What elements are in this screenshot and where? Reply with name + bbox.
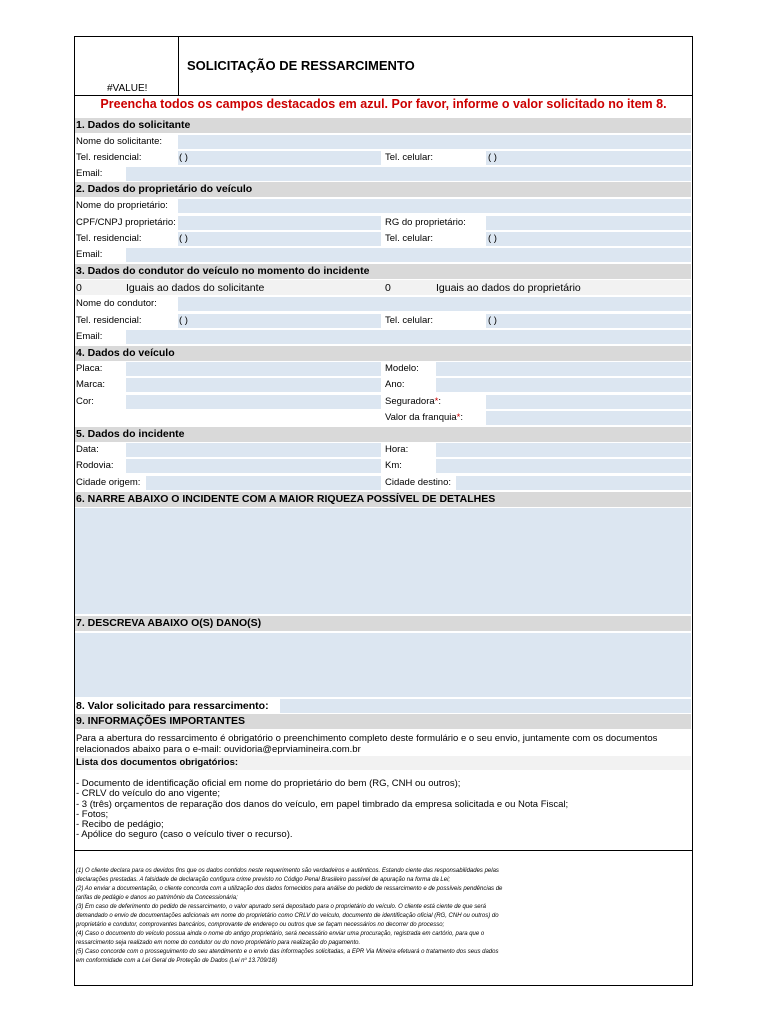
requester-name-label: Nome do solicitante: (76, 136, 163, 147)
owner-home-phone-label: Tel. residencial: (76, 233, 142, 244)
insurer-label-colon: : (438, 396, 441, 407)
driver-name-label: Nome do condutor: (76, 298, 157, 309)
km-field[interactable] (436, 459, 691, 473)
section-5-header: 5. Dados do incidente (75, 427, 691, 442)
model-label: Modelo: (385, 363, 419, 374)
owner-email-label: Email: (76, 249, 103, 260)
franchise-label-text: Valor da franquia (385, 412, 457, 423)
note-line: (3) Em caso de deferimento do pedido de ressarcimento, o valor apurado será depositado para o proprietário do veículo. O cliente está ciente de que será (76, 904, 486, 910)
insurer-field[interactable] (486, 395, 691, 409)
docs-list-title: Lista dos documentos obrigatórios: (76, 757, 239, 768)
header-divider (178, 37, 179, 95)
list-item: - CRLV do veículo do ano vigente; (76, 788, 220, 800)
instructions-line-2: relacionados abaixo para o e-mail: ouvidoria@eprviamineira.com.br (76, 744, 361, 755)
damage-description-textarea[interactable] (75, 633, 691, 697)
franchise-label (385, 411, 463, 425)
insurer-label (385, 395, 441, 409)
list-item: - Apólice do seguro (caso o veículo tiver o recurso). (76, 829, 293, 841)
color-field[interactable] (126, 395, 381, 409)
brand-field[interactable] (126, 378, 381, 392)
requester-mobile-ddd: ( ) (488, 152, 497, 163)
owner-home-phone-ddd: ( ) (179, 233, 188, 244)
franchise-field[interactable] (486, 411, 691, 425)
requester-home-phone-ddd: ( ) (179, 152, 188, 163)
section-6-header: 6. NARRE ABAIXO O INCIDENTE COM A MAIOR RIQUEZA POSSÍVEL DE DETALHES (75, 492, 691, 507)
year-field[interactable] (436, 378, 691, 392)
owner-mobile-label: Tel. celular: (385, 233, 434, 244)
owner-mobile-ddd: ( ) (488, 233, 497, 244)
driver-mobile-field[interactable] (486, 314, 691, 328)
note-line: (1) O cliente declara para os devidos fins que os dados contidos neste requerimento são verdadeiros e autênticos. Estando ciente das responsabilidades pelas (76, 868, 499, 874)
requester-name-field[interactable] (178, 135, 691, 149)
road-field[interactable] (126, 459, 381, 473)
requester-home-phone-field[interactable] (178, 151, 381, 165)
driver-email-label: Email: (76, 331, 103, 342)
requester-mobile-label: Tel. celular: (385, 152, 434, 163)
insurer-label-text: Seguradora (385, 396, 435, 407)
section-3-header: 3. Dados do condutor do veículo no momento do incidente (75, 264, 691, 279)
requester-mobile-field[interactable] (486, 151, 691, 165)
note-line: tarifas de pedágio e danos ao patrimônio da Concessionária; (76, 895, 238, 901)
same-as-owner-checkbox[interactable]: 0 (385, 282, 391, 294)
note-line: demandado o envio de documentações adicionais em nome do proprietário como CRLV do veículo, documento de identificação oficial (RG, CNH ou outros) do (76, 913, 499, 919)
legal-notes (76, 867, 690, 966)
model-field[interactable] (436, 362, 691, 376)
note-line: proprietário e condutor, comprovantes bancários, comprovante de endereço ou outros que se façam necessários no decorrer do processo; (76, 922, 445, 928)
requested-amount-field[interactable] (280, 699, 691, 713)
owner-home-phone-field[interactable] (178, 232, 381, 246)
time-field[interactable] (436, 443, 691, 457)
origin-city-field[interactable] (146, 476, 381, 490)
requester-email-label: Email: (76, 168, 103, 179)
owner-rg-label: RG do proprietário: (385, 217, 466, 228)
page-title: SOLICITAÇÃO DE RESSARCIMENTO (187, 58, 415, 73)
driver-home-phone-field[interactable] (178, 314, 381, 328)
driver-home-phone-ddd: ( ) (179, 315, 188, 326)
time-label: Hora: (385, 444, 409, 455)
driver-mobile-label: Tel. celular: (385, 315, 434, 326)
km-label: Km: (385, 460, 402, 471)
same-as-requester-checkbox[interactable]: 0 (76, 282, 82, 294)
list-item: - Documento de identificação oficial em nome do proprietário do bem (RG, CNH ou outros); (76, 778, 461, 789)
plate-label: Placa: (76, 363, 103, 374)
year-label: Ano: (385, 379, 405, 390)
dest-city-label: Cidade destino: (385, 477, 452, 488)
notes-divider (75, 850, 692, 851)
note-line: ressarcimento seja realizado em nome do condutor ou do novo proprietário para realização do pagamento. (76, 940, 361, 946)
logo-error-text: #VALUE! (107, 83, 148, 94)
dest-city-field[interactable] (456, 476, 691, 490)
note-line: declarações prestadas. A falsidade de declaração configura crime previsto no Código Penal Brasileiro passível de apuração na forma da Lei; (76, 877, 451, 883)
same-as-owner-label: Iguais ao dados do proprietário (436, 282, 581, 294)
fill-notice: Preencha todos os campos destacados em azul. Por favor, informe o valor solicitado no item 8. (100, 97, 667, 111)
required-asterisk: * (456, 412, 461, 423)
required-asterisk: * (434, 396, 439, 407)
driver-home-phone-label: Tel. residencial: (76, 315, 142, 326)
owner-email-field[interactable] (126, 248, 691, 262)
owner-doc-label: CPF/CNPJ proprietário: (76, 217, 176, 228)
section-1-header: 1. Dados do solicitante (75, 118, 691, 133)
note-line: (5) Caso concorde com o prosseguimento do seu atendimento e o envio das informações solicitadas, a EPR Via Mineira efetuará o tratamento dos seus dados (76, 949, 499, 955)
list-item: - 3 (três) orçamentos de reparação dos danos do veículo, em papel timbrado da empresa solicitada e ou Nota Fiscal; (76, 798, 569, 810)
section-2-header: 2. Dados do proprietário do veículo (75, 182, 691, 197)
section-9-header: 9. INFORMAÇÕES IMPORTANTES (75, 714, 691, 729)
docs-list (76, 779, 568, 841)
origin-city-label: Cidade origem: (76, 477, 141, 488)
plate-field[interactable] (126, 362, 381, 376)
note-line: (4) Caso o documento do veículo possua ainda o nome do antigo proprietário, será necessário enviar uma procuração, registrada em cartório, para que o (76, 931, 485, 937)
section-4-header: 4. Dados do veículo (75, 346, 691, 361)
list-item: - Recibo de pedágio; (76, 819, 164, 831)
franchise-label-colon: : (460, 412, 463, 423)
driver-name-field[interactable] (178, 297, 691, 311)
note-line: em conformidade com a Lei Geral de Proteção de Dados (Lei nº 13.709/18) (76, 958, 277, 964)
same-as-requester-label: Iguais ao dados do solicitante (126, 282, 265, 294)
note-line: (2) Ao enviar a documentação, o cliente concorda com a utilização dos dados fornecidos para análise do pedido de ressarcimento e de possíveis pendências de (76, 886, 503, 892)
incident-narrative-textarea[interactable] (75, 508, 691, 614)
driver-mobile-ddd: ( ) (488, 315, 497, 326)
date-field[interactable] (126, 443, 381, 457)
header-bottom-line (75, 95, 692, 96)
owner-name-field[interactable] (178, 199, 691, 213)
requested-amount-label: 8. Valor solicitado para ressarcimento: (76, 700, 269, 712)
section-7-header: 7. DESCREVA ABAIXO O(S) DANO(S) (75, 616, 691, 631)
requester-home-phone-label: Tel. residencial: (76, 152, 142, 163)
owner-doc-field[interactable] (178, 216, 381, 230)
brand-label: Marca: (76, 379, 106, 390)
instructions-line-1: Para a abertura do ressarcimento é obrigatório o preenchimento completo deste formulário e o seu envio, juntamente com os documentos (76, 733, 658, 744)
owner-rg-field[interactable] (486, 216, 691, 230)
driver-email-field[interactable] (126, 330, 691, 344)
requester-email-field[interactable] (126, 167, 691, 181)
owner-name-label: Nome do proprietário: (76, 200, 168, 211)
color-label: Cor: (76, 396, 94, 407)
owner-mobile-field[interactable] (486, 232, 691, 246)
list-item: - Fotos; (76, 808, 109, 820)
road-label: Rodovia: (76, 460, 114, 471)
date-label: Data: (76, 444, 99, 455)
